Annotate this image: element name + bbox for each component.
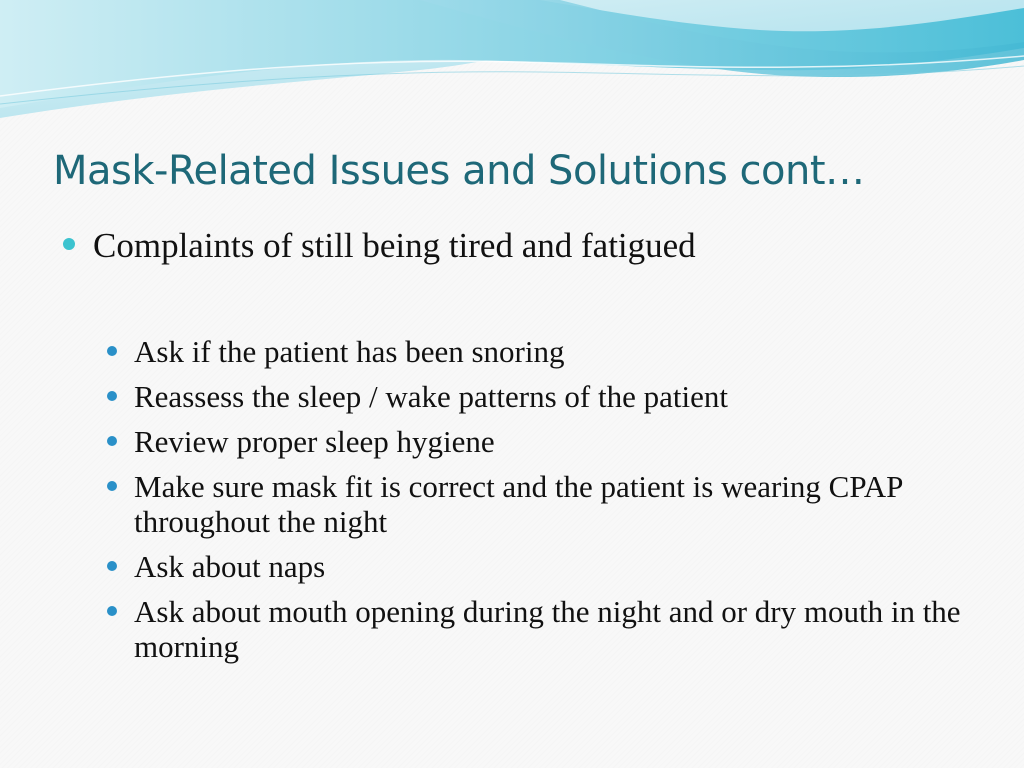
sub-point-text: Reassess the sleep / wake patterns of the patient [134,379,728,414]
main-point-list [62,226,1002,266]
sub-point-text: Ask if the patient has been snoring [134,334,565,369]
slide-title: Mask-Related Issues and Solutions cont… [53,148,865,194]
main-point-text: Complaints of still being tired and fatigued [93,226,696,265]
sub-point-text: Review proper sleep hygiene [134,424,495,459]
bullet-dot-icon [107,391,117,401]
bullet-dot-icon [63,238,75,250]
sub-point-text: Make sure mask fit is correct and the patient is wearing CPAP throughout the night [134,469,903,539]
sub-point [104,334,984,369]
sub-point [104,549,984,584]
bullet-dot-icon [107,606,117,616]
bullet-dot-icon [107,436,117,446]
sub-point [104,469,984,539]
sub-point-text: Ask about naps [134,549,326,584]
sub-point-list [104,334,984,674]
sub-point [104,424,984,459]
sub-point [104,594,984,664]
main-point [62,226,1002,266]
bullet-dot-icon [107,561,117,571]
bullet-dot-icon [107,481,117,491]
sub-point [104,379,984,414]
bullet-dot-icon [107,346,117,356]
header-wave-decoration [0,0,1024,130]
sub-point-text: Ask about mouth opening during the night and or dry mouth in the morning [134,594,961,664]
